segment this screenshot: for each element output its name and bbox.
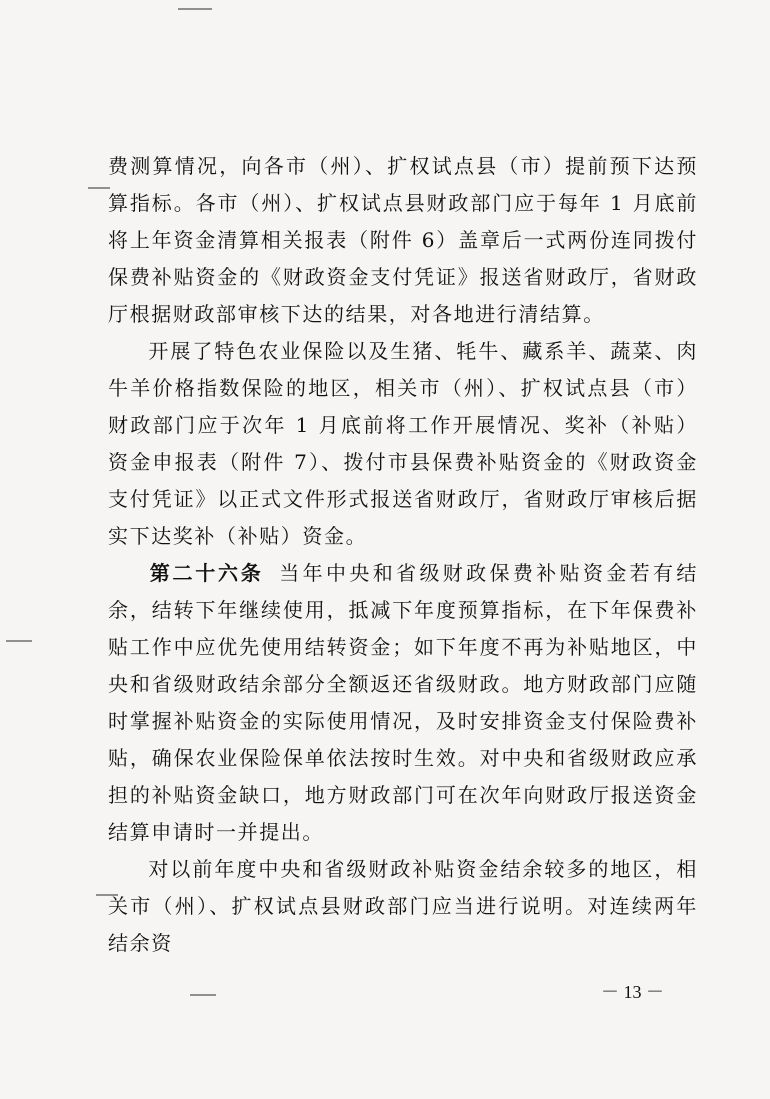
paragraph-text: 对以前年度中央和省级财政补贴资金结余较多的地区，相关市（州）、扩权试点县财政部门应当进行说明。对连续两年结余资 [108, 857, 698, 955]
paragraph-text: 开展了特色农业保险以及生猪、牦牛、藏系羊、蔬菜、肉牛羊价格指数保险的地区，相关市（州）、扩权试点县（市）财政部门应于次年 1 月底前将工作开展情况、奖补（补贴）资金申报表（附件 7）、拨付市县保费补贴资金的《财政资金支付凭证》以正式文件形式报送省财政厅，省财政厅审核后据实下达奖补（补贴）资金。 [108, 339, 698, 548]
page-number: － 13 － [601, 982, 664, 1002]
paragraph-article-26 [108, 555, 698, 851]
paragraph-special-insurance [108, 333, 698, 555]
scan-artifact [88, 187, 110, 189]
article-heading: 第二十六条 [148, 561, 264, 585]
scan-artifact [178, 8, 212, 10]
paragraph-surplus-explanation [108, 851, 698, 962]
paragraph-text: 当年中央和省级财政保费补贴资金若有结余，结转下年继续使用，抵减下年度预算指标，在下年保费补贴工作中应优先使用结转资金；如下年度不再为补贴地区，中央和省级财政结余部分全额返还省级财政。地方财政部门应随时掌握补贴资金的实际使用情况，及时安排资金支付保险费补贴，确保农业保险保单依法按时生效。对中央和省级财政应承担的补贴资金缺口，地方财政部门可在次年向财政厅报送资金结算申请时一并提出。 [108, 561, 698, 844]
paragraph-budget-settlement [108, 148, 698, 333]
scan-artifact [6, 640, 32, 642]
paragraph-text: 费测算情况，向各市（州）、扩权试点县（市）提前预下达预算指标。各市（州）、扩权试点县财政部门应于每年 1 月底前将上年资金清算相关报表（附件 6）盖章后一式两份连同拨付保费补贴资金的《财政资金支付凭证》报送省财政厅，省财政厅根据财政部审核下达的结果，对各地进行清结算。 [108, 154, 698, 326]
scan-artifact [190, 994, 216, 996]
